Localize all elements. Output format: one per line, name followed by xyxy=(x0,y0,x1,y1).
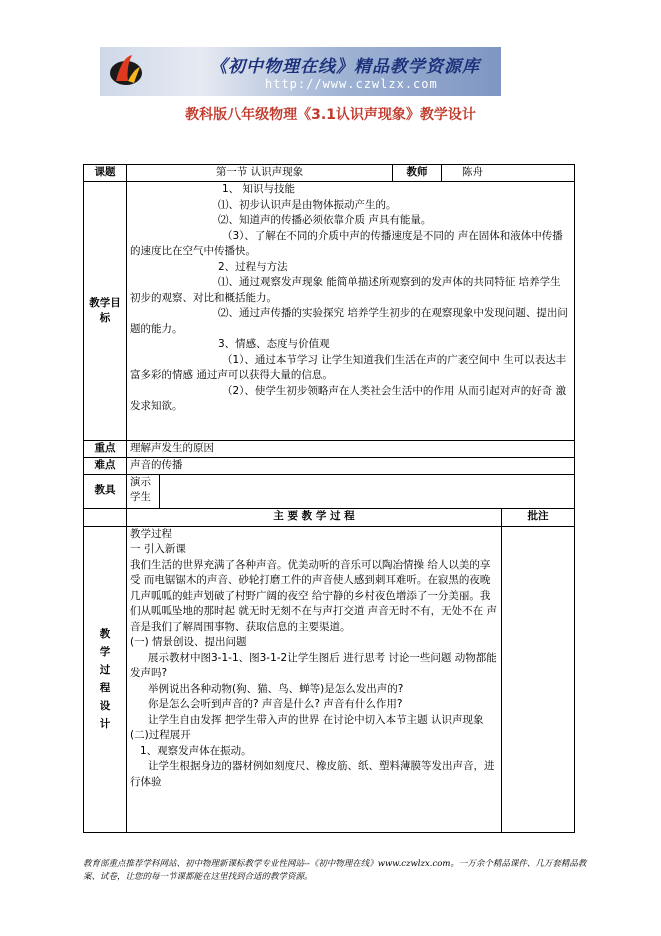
process-line: 我们生活的世界充满了各种声音。优美动听的音乐可以陶冶情操 给人以美的享受 而电锯锯木的声音、砂轮打磨工件的声音使人感到刺耳难听。在寂黑的夜晚 几声呱呱的蛙声划破了村野广阔的夜空 给宁静的乡村夜色增添了一分美丽。我们从呱呱坠地的那时起 就无时无刻不在与声打交道 声音无时不有，无处不在 声音是我们了解周围事物、获取信息的主要渠道。 xyxy=(130,558,498,633)
tools-demo: 演示 xyxy=(130,475,151,488)
document-title: 教科版八年级物理《3.1认识声现象》教学设计 xyxy=(185,107,476,123)
tools-blank xyxy=(160,474,575,508)
teacher-value: 陈舟 xyxy=(442,165,575,182)
goal-line: ⑵、知道声的传播必须依靠介质 声具有能量。 xyxy=(218,214,432,226)
process-line: 让学生自由发挥 把学生带入声的世界 在讨论中切入本节主题 认识声现象 xyxy=(148,713,484,726)
notes-column xyxy=(502,526,575,832)
site-banner xyxy=(100,47,501,96)
goal-line: （3）、了解在不同的介质中声的传播速度是不同的 声在固体和液体中传播的速度比在空气中传播快。 xyxy=(130,229,563,257)
goal-line: 3、情感、态度与价值观 xyxy=(218,338,330,350)
goal-line: （2）、使学生初步领略声在人类社会生活中的作用 从而引起对声的好奇 激发求知欲。 xyxy=(130,384,567,412)
goal-line: （1）、通过本节学习 让学生知道我们生活在声的广袤空间中 生可以表达丰富多彩的情感 通过声可以获得大量的信息。 xyxy=(130,353,567,381)
goal-line: 1、 知识与技能 xyxy=(222,183,296,195)
goals-label: 教学目标 xyxy=(84,182,127,441)
notes-header: 批注 xyxy=(502,508,575,526)
process-line: 你是怎么会听到声音的? 声音是什么? 声音有什么作用? xyxy=(148,698,403,710)
goal-line: ⑵、通过声传播的实验探究 培养学生初步的在观察现象中发现问题、提出问题的能力。 xyxy=(130,307,568,335)
lesson-plan-table xyxy=(83,164,575,833)
goal-line: 2、过程与方法 xyxy=(218,260,288,273)
process-header-blank xyxy=(84,508,127,526)
goal-line: ⑴、通过观察发声现象 能简单描述所观察到的发声体的共同特征 培养学生初步的观察、对比和概括能力。 xyxy=(130,276,561,304)
difficulty-value: 声音的传播 xyxy=(127,457,575,474)
tools-label: 教具 xyxy=(84,474,127,508)
difficulty-label: 难点 xyxy=(84,457,127,474)
page-footer: 教育部重点推荐学科网站、初中物理新课标教学专业性网站--《初中物理在线》www.czwlzx.com。一万余个精品课件、几万套精品教案、试卷，让您的每一节课都能在这里找到合适的教学资源。 xyxy=(83,859,587,882)
process-line: 让学生根据身边的器材例如刻度尺、橡皮筋、纸、塑料薄膜等发出声音，进行体验 xyxy=(130,760,495,788)
process-line: 一 引入新课 xyxy=(130,543,186,555)
key-point-value: 理解声发生的原因 xyxy=(127,441,575,458)
process-header: 主 要 教 学 过 程 xyxy=(127,508,502,526)
topic-value: 第一节 认识声现象 xyxy=(127,165,393,182)
process-line: (二)过程展开 xyxy=(130,729,191,741)
site-logo-icon xyxy=(108,51,144,91)
goals-content xyxy=(127,182,575,441)
banner-title: 《初中物理在线》精品教学资源库 xyxy=(210,57,480,77)
process-line: 教学过程 xyxy=(130,527,172,540)
teacher-label: 教师 xyxy=(393,165,442,182)
process-content xyxy=(127,526,502,832)
topic-label: 课题 xyxy=(84,165,127,182)
process-line: 展示教材中图3-1-1、图3-1-2让学生图后 进行思考 讨论一些问题 动物都能发声吗? xyxy=(130,651,497,679)
tools-student: 学生 xyxy=(130,491,151,503)
process-line: 举例说出各种动物(狗、猫、鸟、蝉等)是怎么发出声的? xyxy=(148,682,404,695)
process-line: 1、观察发声体在振动。 xyxy=(140,744,252,757)
key-point-label: 重点 xyxy=(84,441,127,458)
goal-line: ⑴、初步认识声是由物体振动产生的。 xyxy=(218,198,397,211)
process-line: (一) 情景创设、提出问题 xyxy=(130,636,247,648)
process-label: 教学过程设计 xyxy=(84,526,127,832)
tools-value xyxy=(127,474,160,508)
banner-url[interactable]: http://www.czwlzx.com xyxy=(265,77,438,91)
